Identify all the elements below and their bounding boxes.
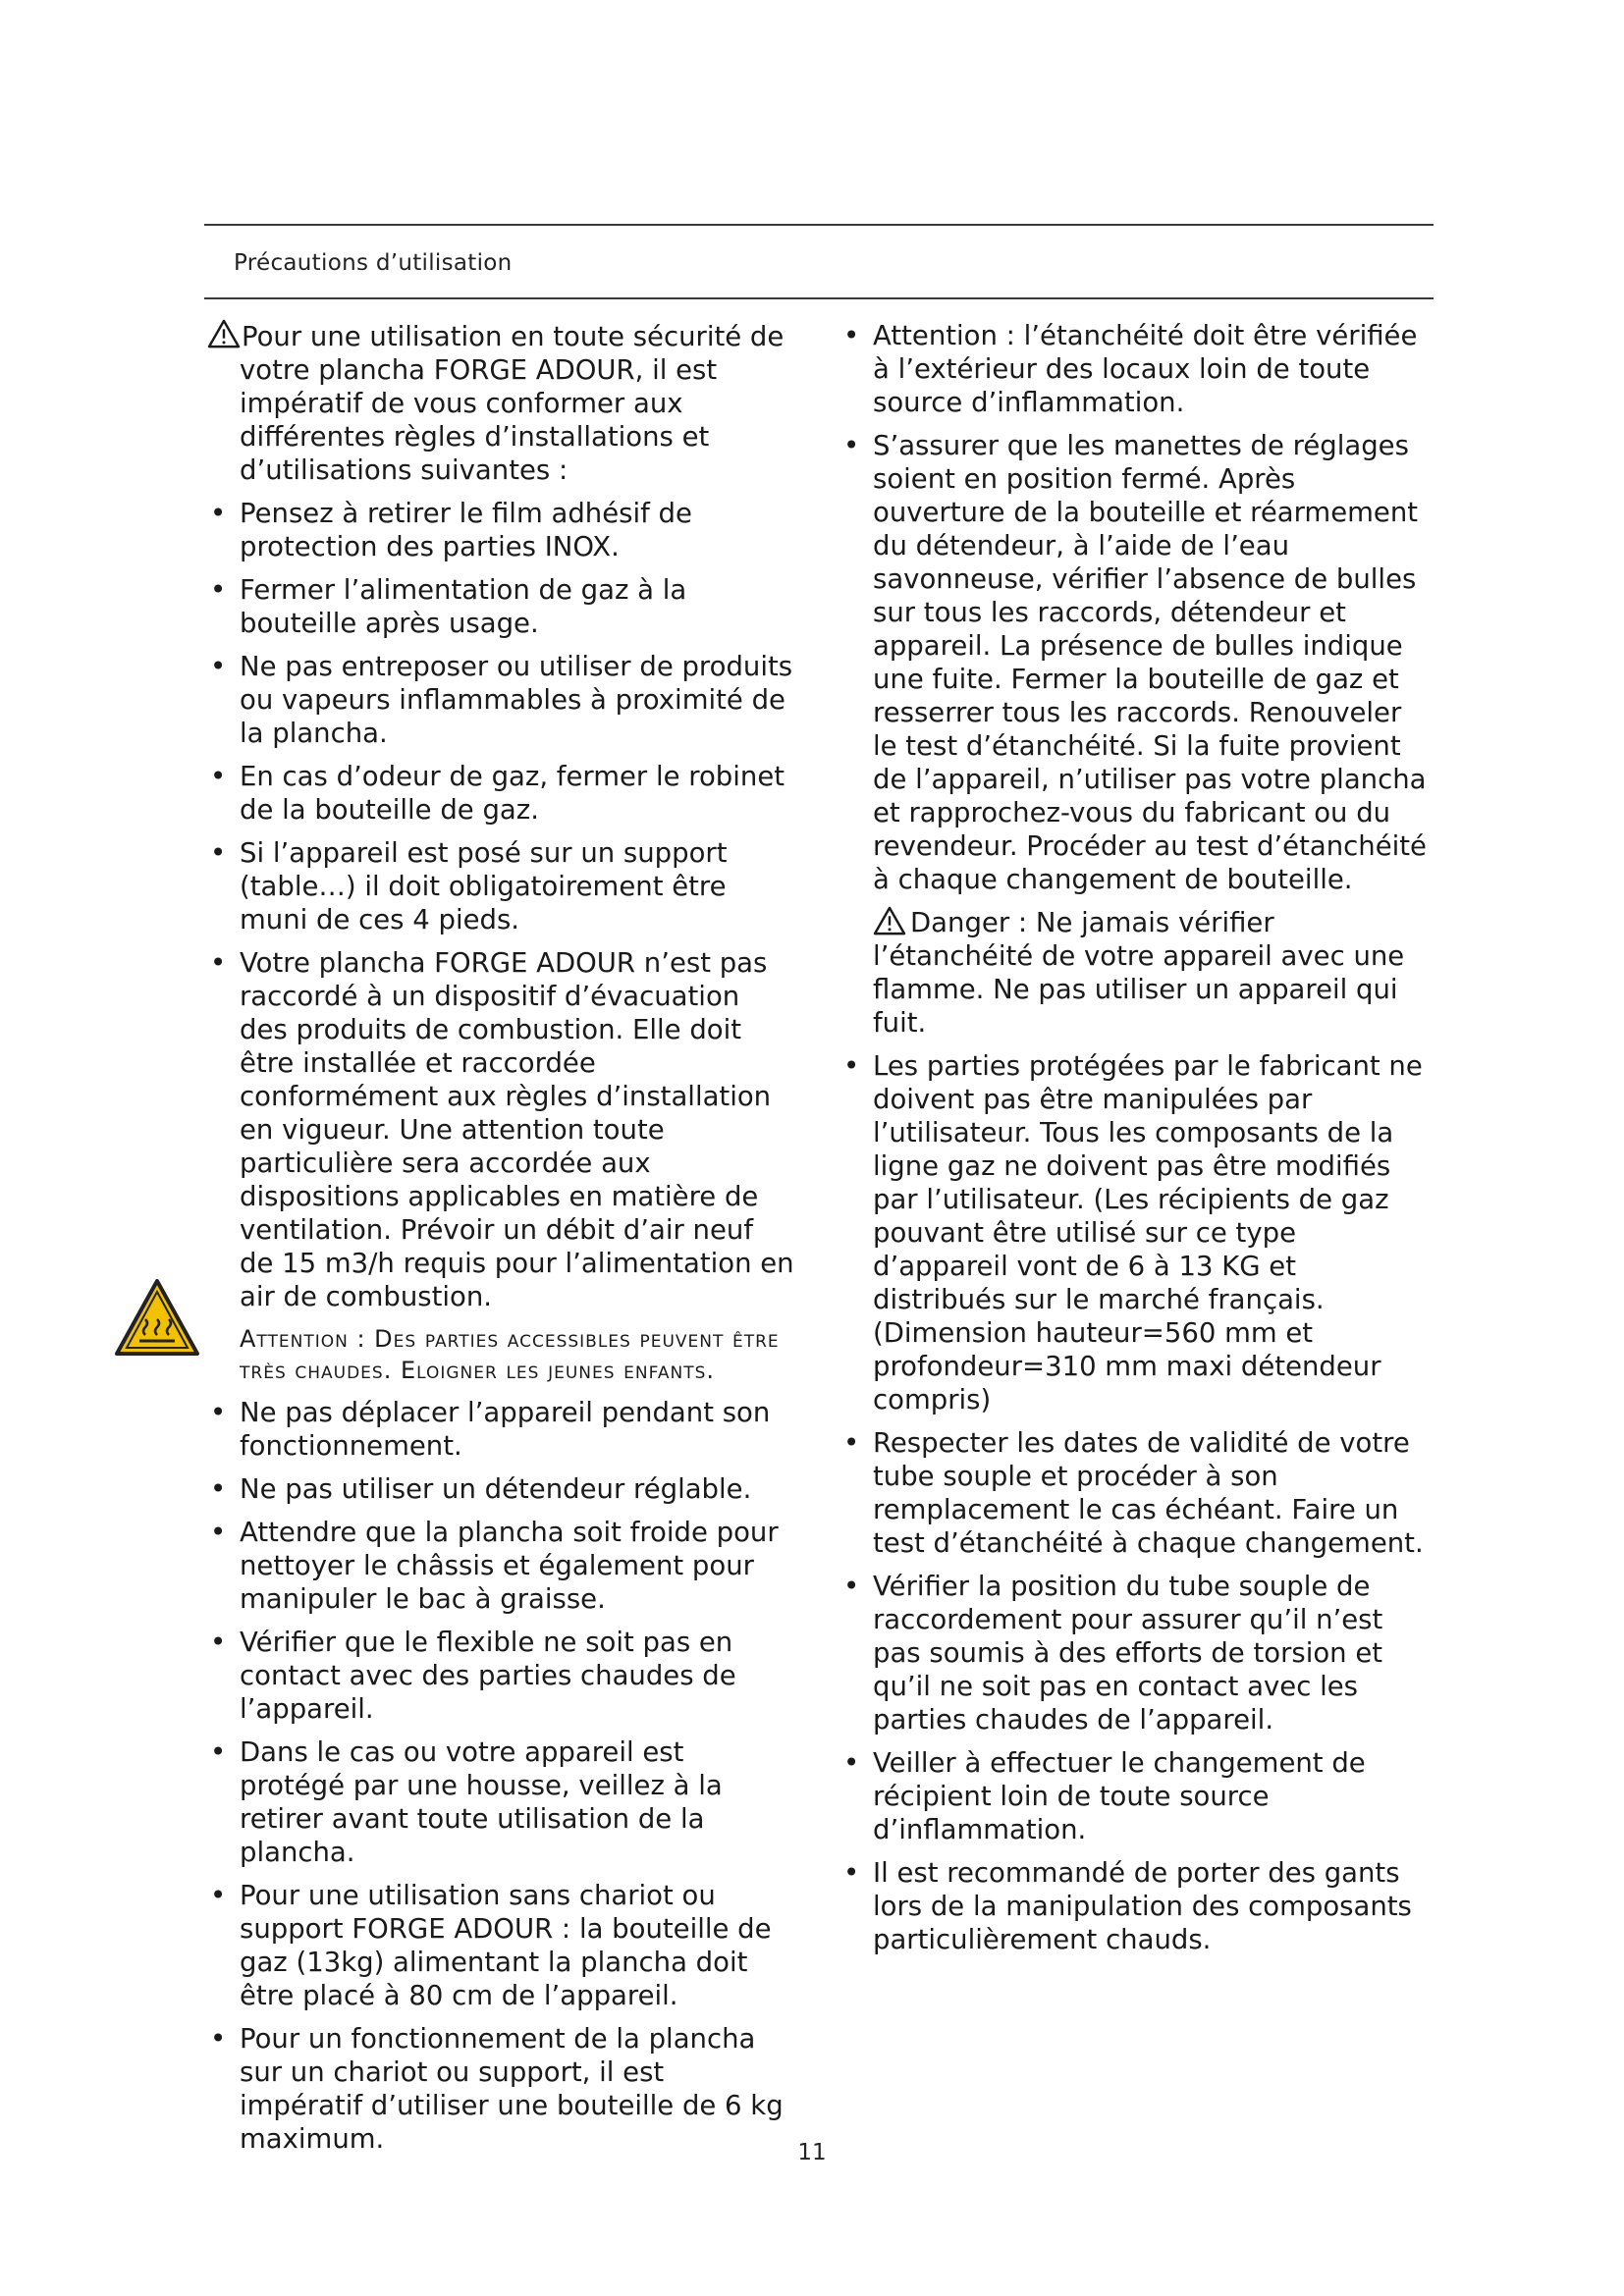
- list-item: • Attendre que la plancha soit froide pour nettoyer le châssis et également pour manipuler le bac à graisse.: [210, 1517, 779, 1615]
- list-item: • Si l’appareil est posé sur un support (table…) il doit obligatoirement être muni de ces 4 pieds.: [210, 837, 728, 935]
- danger-text: Danger : Ne jamais vérifier l’étanchéité de votre appareil avec une flamme. Ne pas utiliser un appareil qui fuit.: [873, 907, 1405, 1039]
- warning-triangle-icon: [206, 319, 242, 348]
- list-item: • Attention : l’étanchéité doit être vérifiée à l’extérieur des locaux loin de toute source d’inflammation.: [843, 320, 1418, 418]
- hot-surface-warning-icon: [114, 1278, 200, 1357]
- page-header-title: Précautions d’utilisation: [234, 250, 513, 276]
- right-bullet-list-b: [839, 1049, 1429, 1956]
- list-item: • Fermer l’alimentation de gaz à la bouteille après usage.: [210, 574, 687, 639]
- list-item: • Dans le cas ou votre appareil est protégé par une housse, veillez à la retirer avant toute utilisation de la plancha.: [210, 1736, 723, 1868]
- attention-hot-parts-text: Attention : Des parties accessibles peuvent être très chaudes. Eloigner les jeunes enfants.: [240, 1325, 780, 1384]
- list-item: • Respecter les dates de validité de votre tube souple et procéder à son remplacement le cas échéant. Faire un test d’étanchéité à chaque changement.: [843, 1427, 1424, 1559]
- list-item: • Ne pas entreposer ou utiliser de produits ou vapeurs inflammables à proximité de la plancha.: [210, 651, 793, 749]
- list-item: • Vérifier que le flexible ne soit pas en contact avec des parties chaudes de l’appareil.: [210, 1627, 736, 1725]
- list-item: • S’assurer que les manettes de réglages soient en position fermé. Après ouverture de la bouteille et réarmement du détendeur, à l’aide de l’eau savonneuse, vérifier l’absence de bulles sur tous les raccords, détendeur et appareil. La présence de bulles indique une fuite. Fermer la bouteille de gaz et resserrer tous les raccords. Renouveler le test d’étanchéité. Si la fuite provient de l’appareil, n’utiliser pas votre plancha et rapprochez-vous du fabricant ou du revendeur. Procéder au test d’étanchéité à chaque changement de bouteille.: [843, 430, 1427, 895]
- list-item: • Votre plancha FORGE ADOUR n’est pas raccordé à un dispositif d’évacuation des produits de combustion. Elle doit être installée et raccordée conformément aux règles d’installation en vigueur. Une attention toute particulière sera accordée aux dispositions applicables en matière de ventilation. Prévoir un débit d’air neuf de 15 m3/h requis pour l’alimentation en air de combustion.: [210, 947, 794, 1312]
- right-bullet-list-a: [839, 319, 1429, 896]
- list-item: • Il est recommandé de porter des gants lors de la manipulation des composants particulièrement chauds.: [843, 1857, 1412, 1955]
- danger-paragraph: [839, 906, 1429, 1040]
- list-item: • Ne pas déplacer l’appareil pendant son fonctionnement.: [210, 1397, 771, 1462]
- list-item: • Pensez à retirer le film adhésif de protection des parties INOX.: [210, 498, 692, 562]
- left-column: [206, 319, 795, 2156]
- warning-triangle-icon: [873, 906, 906, 935]
- header-bottom-rule: [204, 297, 1434, 299]
- list-item: • Vérifier la position du tube souple de raccordement pour assurer qu’il n’est pas soumis à des efforts de torsion et qu’il ne soit pas en contact avec les parties chaudes de l’appareil.: [843, 1571, 1383, 1735]
- list-item: • Pour un fonctionnement de la plancha sur un chariot ou support, il est impératif d’utiliser une bouteille de 6 kg maximum.: [210, 2023, 784, 2155]
- header-top-rule: [204, 224, 1434, 226]
- intro-text: Pour une utilisation en toute sécurité de votre plancha FORGE ADOUR, il est impératif de vous conformer aux différentes règles d’installations et d’utilisations suivantes :: [240, 321, 785, 486]
- list-item: • En cas d’odeur de gaz, fermer le robinet de la bouteille de gaz.: [210, 761, 785, 826]
- list-item: • Ne pas utiliser un détendeur réglable.: [210, 1473, 752, 1505]
- left-bullet-list-b: [206, 1396, 795, 2156]
- list-item: • Veiller à effectuer le changement de récipient loin de toute source d’inflammation.: [843, 1747, 1366, 1845]
- intro-paragraph: [206, 319, 795, 487]
- page-number: 11: [797, 2140, 827, 2165]
- list-item: • Pour une utilisation sans chariot ou support FORGE ADOUR : la bouteille de gaz (13kg) alimentant la plancha doit être placé à 80 cm de l’appareil.: [210, 1880, 772, 2011]
- right-column: [839, 319, 1429, 1956]
- list-item: • Les parties protégées par le fabricant ne doivent pas être manipulées par l’utilisateur. Tous les composants de la ligne gaz ne doivent pas être modifiés par l’utilisateur. (Les récipients de gaz pouvant être utilisé sur ce type d’appareil vont de 6 à 13 KG et distribués sur le marché français. (Dimension hauteur=560 mm et profondeur=310 mm maxi détendeur compris): [843, 1050, 1423, 1415]
- left-bullet-list-a: [206, 497, 795, 1313]
